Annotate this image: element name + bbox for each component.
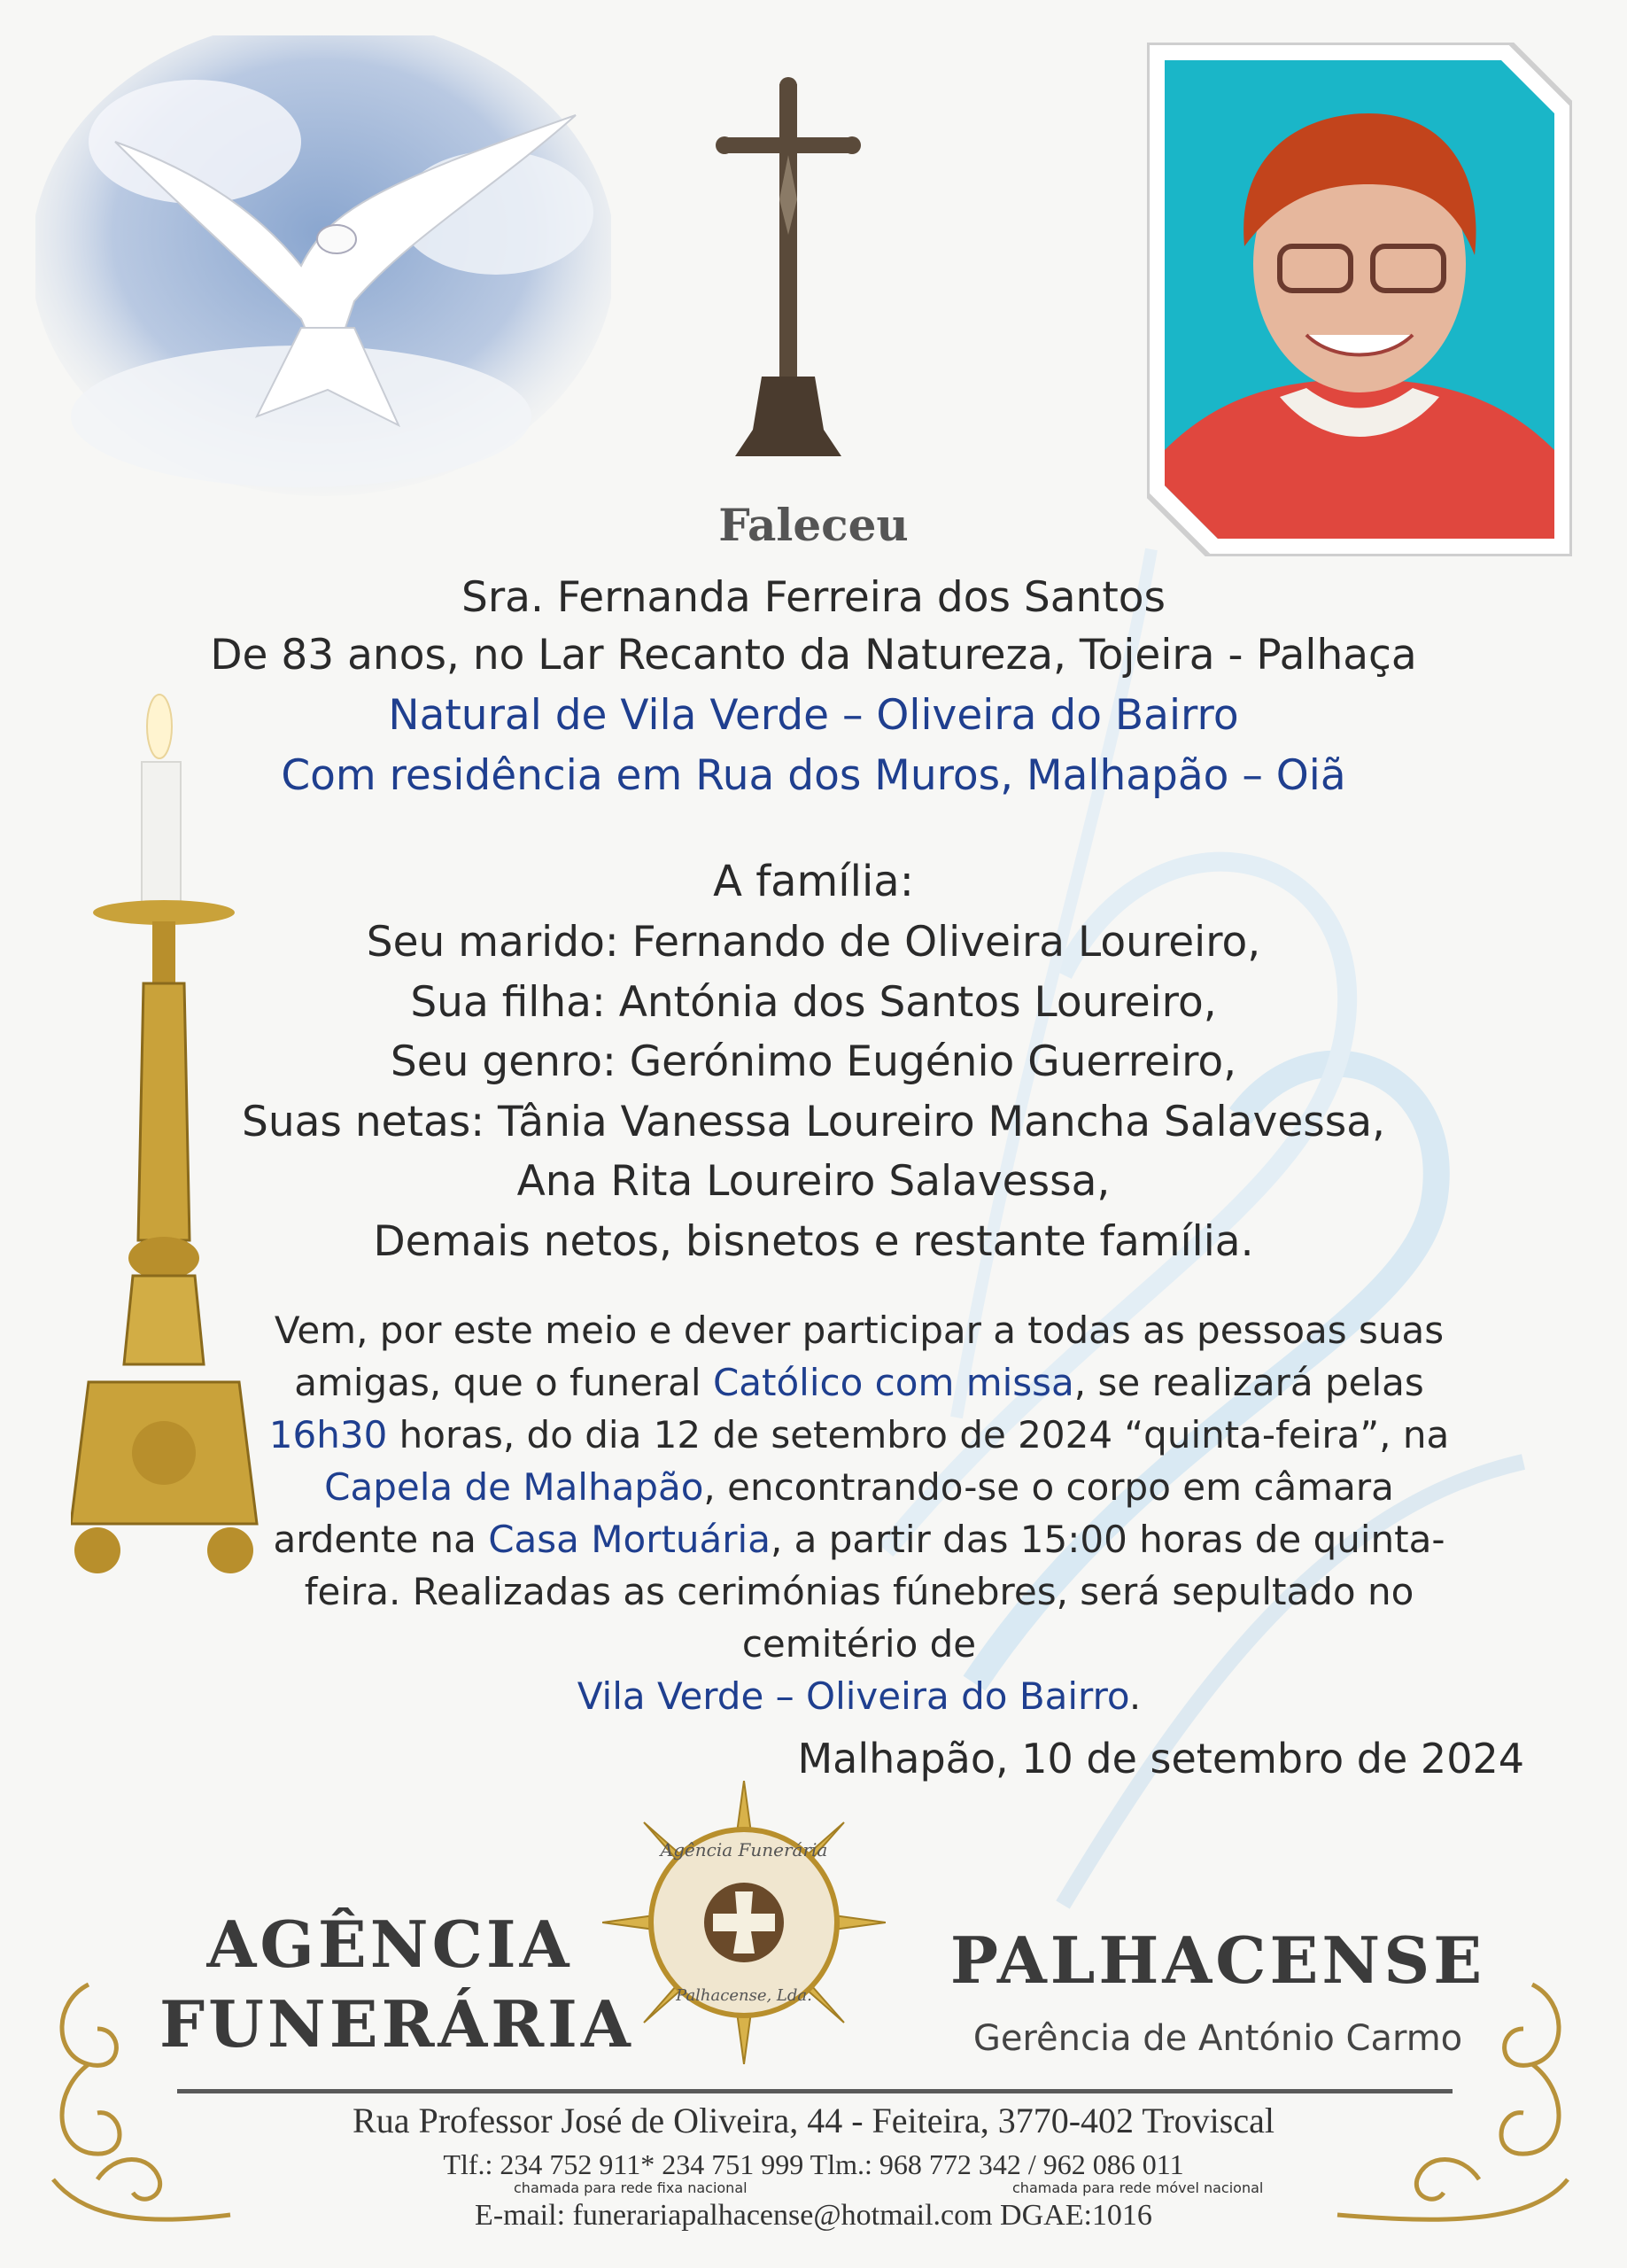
deceased-natural: Natural de Vila Verde – Oliveira do Bairro [388,691,1239,740]
family-member: Suas netas: Tânia Vanessa Loureiro Mancha Salavessa, [242,1097,1385,1146]
family-member: Demais netos, bisnetos e restante família. [373,1216,1254,1266]
landline-note: chamada para rede fixa nacional [514,2179,748,2196]
deceased-name: Sra. Fernanda Ferreira dos Santos [461,573,1166,622]
funeral-cemetery: Vila Verde – Oliveira do Bairro [577,1674,1129,1718]
deceased-residence: Com residência em Rua dos Muros, Malhapão – Oiã [281,751,1346,800]
crucifix-icon [709,75,868,474]
agency-email: E-mail: funerariapalhacense@hotmail.com DGAE:1016 [475,2199,1152,2232]
family-member: Ana Rita Loureiro Salavessa, [516,1157,1111,1206]
family-member: Seu genro: Gerónimo Eugénio Guerreiro, [390,1037,1237,1086]
agency-name: PALHACENSE [949,1922,1486,1998]
emblem-text-top: Agência Funerária [660,1839,828,1860]
dove-image [35,35,611,496]
announcement-text: Vem, por este meio e dever participar a todas as pessoas suas amigas, que o funeral [274,1309,1445,1404]
page-title: Faleceu [718,499,909,551]
agency-address: Rua Professor José de Oliveira, 44 - Feiteira, 3770-402 Troviscal [353,2101,1274,2140]
announcement-text: horas, do dia 12 de setembro de 2024 “quinta-feira”, na [387,1413,1450,1456]
family-member: Seu marido: Fernando de Oliveira Loureiro, [366,918,1261,967]
divider [177,2089,1453,2093]
funeral-announcement [266,1304,1453,1722]
agency-phones: Tlf.: 234 752 911* 234 751 999 Tlm.: 968 772 342 / 962 086 011 [443,2148,1184,2180]
family-member: Sua filha: Antónia dos Santos Loureiro, [410,977,1217,1027]
deceased-age-place: De 83 anos, no Lar Recanto da Natureza, Tojeira - Palhaça [210,631,1417,680]
agency-line-1: AGÊNCIA [206,1907,573,1982]
agency-manager: Gerência de António Carmo [972,2018,1463,2059]
mobile-note: chamada para rede móvel nacional [1012,2179,1264,2196]
funeral-chapel: Capela de Malhapão [324,1465,704,1509]
funeral-rite: Católico com missa [712,1361,1074,1404]
funeral-morgue: Casa Mortuária [488,1518,771,1561]
announcement-text: , se realizará pelas [1073,1361,1424,1404]
emblem-text-bottom: Palhacense, Lda. [676,1986,812,2005]
place-date: Malhapão, 10 de setembro de 2024 [797,1735,1524,1783]
cross-emblem-icon [602,1781,886,2064]
funeral-time: 16h30 [268,1413,388,1456]
announcement-text: , a partir das 15:00 horas de quinta-feira. Realizadas as cerimónias fúnebres, será sepultado no cemitério de [304,1518,1445,1666]
portrait-photo [1147,43,1572,556]
agency-line-2: FUNERÁRIA [159,1986,634,2062]
announcement-text: , encontrando-se o corpo em câmara ardente na [273,1465,1394,1561]
family-heading: A família: [713,857,914,906]
announcement-text: . [1128,1674,1142,1718]
family-list [0,913,1627,1271]
